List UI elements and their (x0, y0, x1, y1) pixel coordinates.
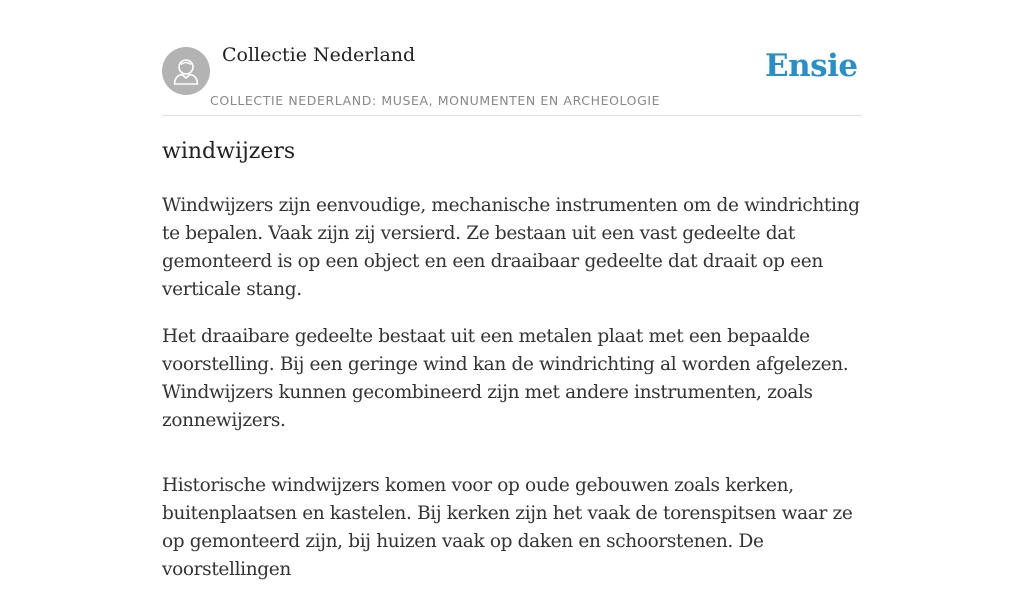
article-title: windwijzers (162, 139, 296, 164)
article-paragraph: Windwijzers zijn eenvoudige, mechanische instrumenten om de windrichting te bepalen. Vaak zijn zij versierd. Ze bestaan uit een vast gedeelte dat gemonteerd is op een object en een draaibaar gedeelte dat draait op een verticale stang. (162, 195, 860, 300)
author-avatar[interactable] (162, 47, 210, 95)
article-paragraph: Het draaibare gedeelte bestaat uit een metalen plaat met een bepaalde voorstelling. Bij een geringe wind kan de windrichting al worden afgelezen. Windwijzers kunnen gecombineerd zijn met andere instrumenten, zoals zonnewijzers. (162, 326, 849, 431)
user-icon (162, 47, 210, 95)
author-name[interactable]: Collectie Nederland (222, 44, 416, 66)
header-divider (162, 115, 862, 116)
ensie-logo[interactable]: Ensie (765, 48, 858, 84)
article-paragraph: Historische windwijzers komen voor op oude gebouwen zoals kerken, buitenplaatsen en kastelen. Bij kerken zijn het vaak de torenspitsen waar ze op gemonteerd zijn, bij huizen vaak op daken en schoorstenen. De voorstellingen (162, 475, 853, 580)
collection-link[interactable]: COLLECTIE NEDERLAND: MUSEA, MONUMENTEN EN ARCHEOLOGIE (210, 93, 661, 108)
article-body (162, 192, 862, 603)
